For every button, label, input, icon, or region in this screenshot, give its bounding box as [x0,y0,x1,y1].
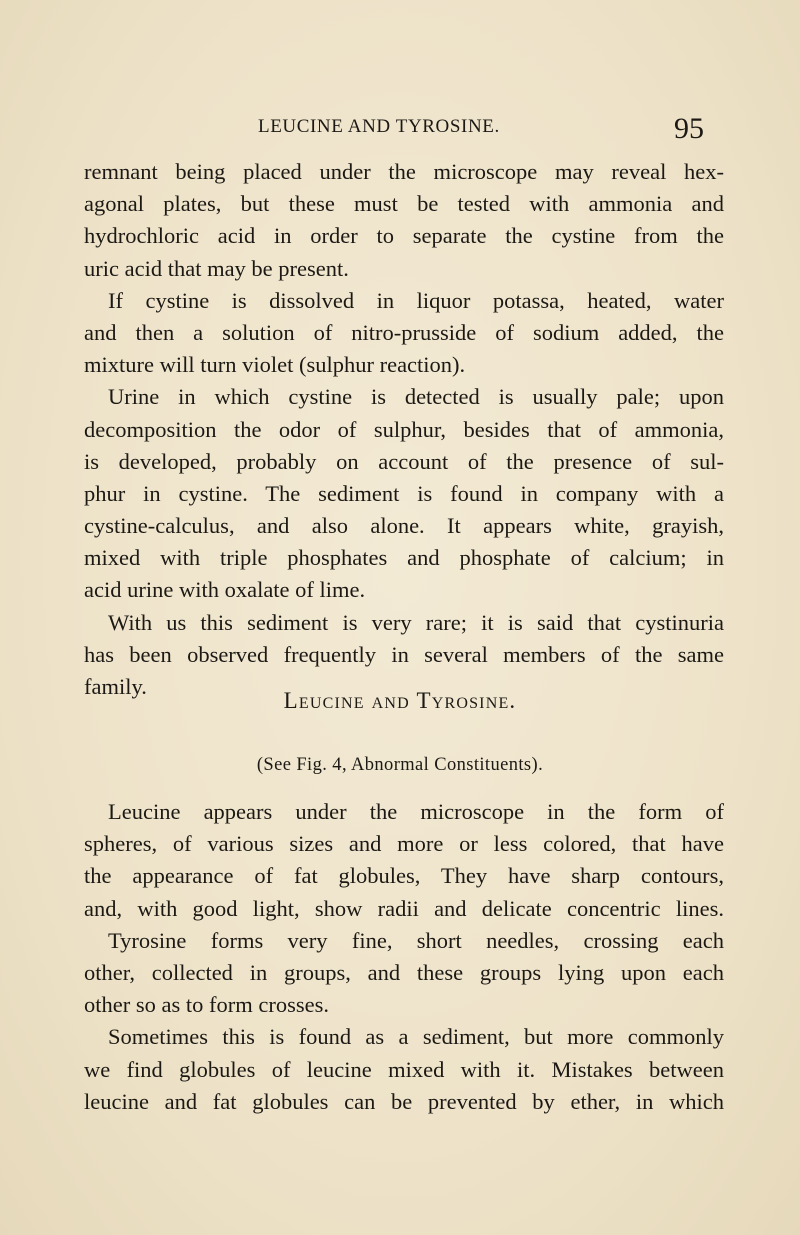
text-line: leucine and fat globules can be prevented by ether, in which [84,1088,724,1114]
text-line: decomposition the odor of sulphur, besides that of ammonia, [84,416,724,442]
text-line: we find globules of leucine mixed with it. Mistakes between [84,1056,724,1082]
text-line: and, with good light, show radii and delicate concentric lines. [84,895,724,921]
text-line: hydrochloric acid in order to separate the cystine from the [84,223,724,249]
text-line: Leucine appears under the microscope in the form of [108,799,724,824]
running-head-title: LEUCINE AND TYROSINE. [258,116,500,137]
text-line: acid urine with oxalate of lime. [84,577,366,603]
text-line: is developed, probably on account of the presence of sul- [84,448,724,474]
section-heading: Leucine and Tyrosine. [283,688,517,713]
text-line: has been observed frequently in several members of the same [84,641,724,667]
text-line: agonal plates, but these must be tested with ammonia and [84,191,724,217]
text-line: Sometimes this is found as a sediment, but more commonly [108,1024,724,1050]
text-line: cystine-calculus, and also alone. It appears white, grayish, [84,513,724,539]
page-number: 95 [674,112,704,145]
text-line: and then a solution of nitro-prusside of sodium added, the [84,319,724,345]
text-line: mixture will turn violet (sulphur reaction). [84,352,466,378]
text-line: mixed with triple phosphates and phosphate of calcium; in [84,545,724,571]
text-line: other, collected in groups, and these groups lying upon each [84,959,724,985]
section-figure-reference: (See Fig. 4, Abnormal Constituents). [256,755,544,775]
text-line: other so as to form crosses. [84,992,329,1018]
text-line: Urine in which cystine is detected is usually pale; upon [108,384,724,410]
text-line: remnant being placed under the microscope may reveal hex- [84,159,724,184]
text-line: the appearance of fat globules, They have sharp contours, [84,863,724,889]
body-text-leucine [84,796,724,1118]
body-text-cystine [84,156,724,703]
text-line: Tyrosine forms very fine, short needles, crossing each [108,927,724,953]
text-line: uric acid that may be present. [84,255,349,281]
text-line: phur in cystine. The sediment is found in company with a [84,480,724,506]
text-line: family. [84,674,147,699]
text-line: If cystine is dissolved in liquor potassa, heated, water [108,287,724,313]
running-head [0,112,800,146]
text-line: With us this sediment is very rare; it is said that cystinuria [108,609,724,635]
text-line: spheres, of various sizes and more or less colored, that have [84,831,724,857]
